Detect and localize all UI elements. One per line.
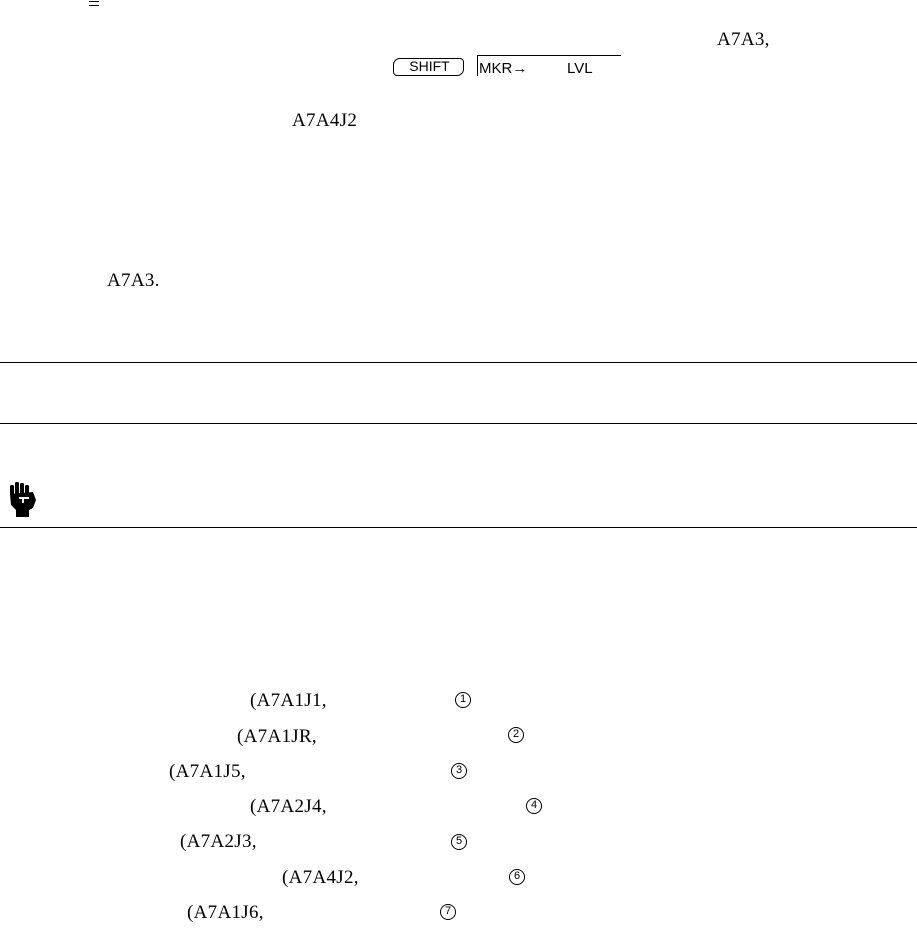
softkey-left-bar bbox=[477, 56, 478, 76]
softkey-mkr: MKR→ bbox=[479, 60, 528, 77]
softkey-overline bbox=[477, 55, 621, 56]
connector-ref-5: (A7A2J3, bbox=[180, 831, 257, 852]
ref-a7a4j2: A7A4J2 bbox=[292, 110, 358, 131]
connector-ref-4: (A7A2J4, bbox=[250, 796, 327, 817]
divider-top bbox=[0, 362, 917, 363]
callout-5: 5 bbox=[451, 834, 467, 850]
equals-mark bbox=[89, 1, 99, 9]
divider-bottom bbox=[0, 527, 917, 528]
hand-icon bbox=[7, 480, 39, 518]
softkey-lvl: LVL bbox=[567, 60, 593, 77]
shift-key: SHIFT bbox=[393, 58, 464, 76]
callout-1: 1 bbox=[455, 692, 471, 708]
connector-ref-3: (A7A1J5, bbox=[169, 761, 246, 782]
callout-4: 4 bbox=[526, 798, 542, 814]
callout-2: 2 bbox=[508, 727, 524, 743]
callout-3: 3 bbox=[451, 763, 467, 779]
connector-ref-6: (A7A4J2, bbox=[282, 867, 359, 888]
connector-ref-1: (A7A1J1, bbox=[250, 690, 327, 711]
callout-7: 7 bbox=[440, 904, 456, 920]
divider-middle bbox=[0, 423, 917, 424]
callout-6: 6 bbox=[509, 869, 525, 885]
ref-a7a3-end: A7A3. bbox=[107, 270, 160, 291]
connector-ref-7: (A7A1J6, bbox=[187, 902, 264, 923]
connector-ref-2: (A7A1JR, bbox=[237, 726, 317, 747]
ref-a7a3: A7A3, bbox=[717, 29, 770, 50]
